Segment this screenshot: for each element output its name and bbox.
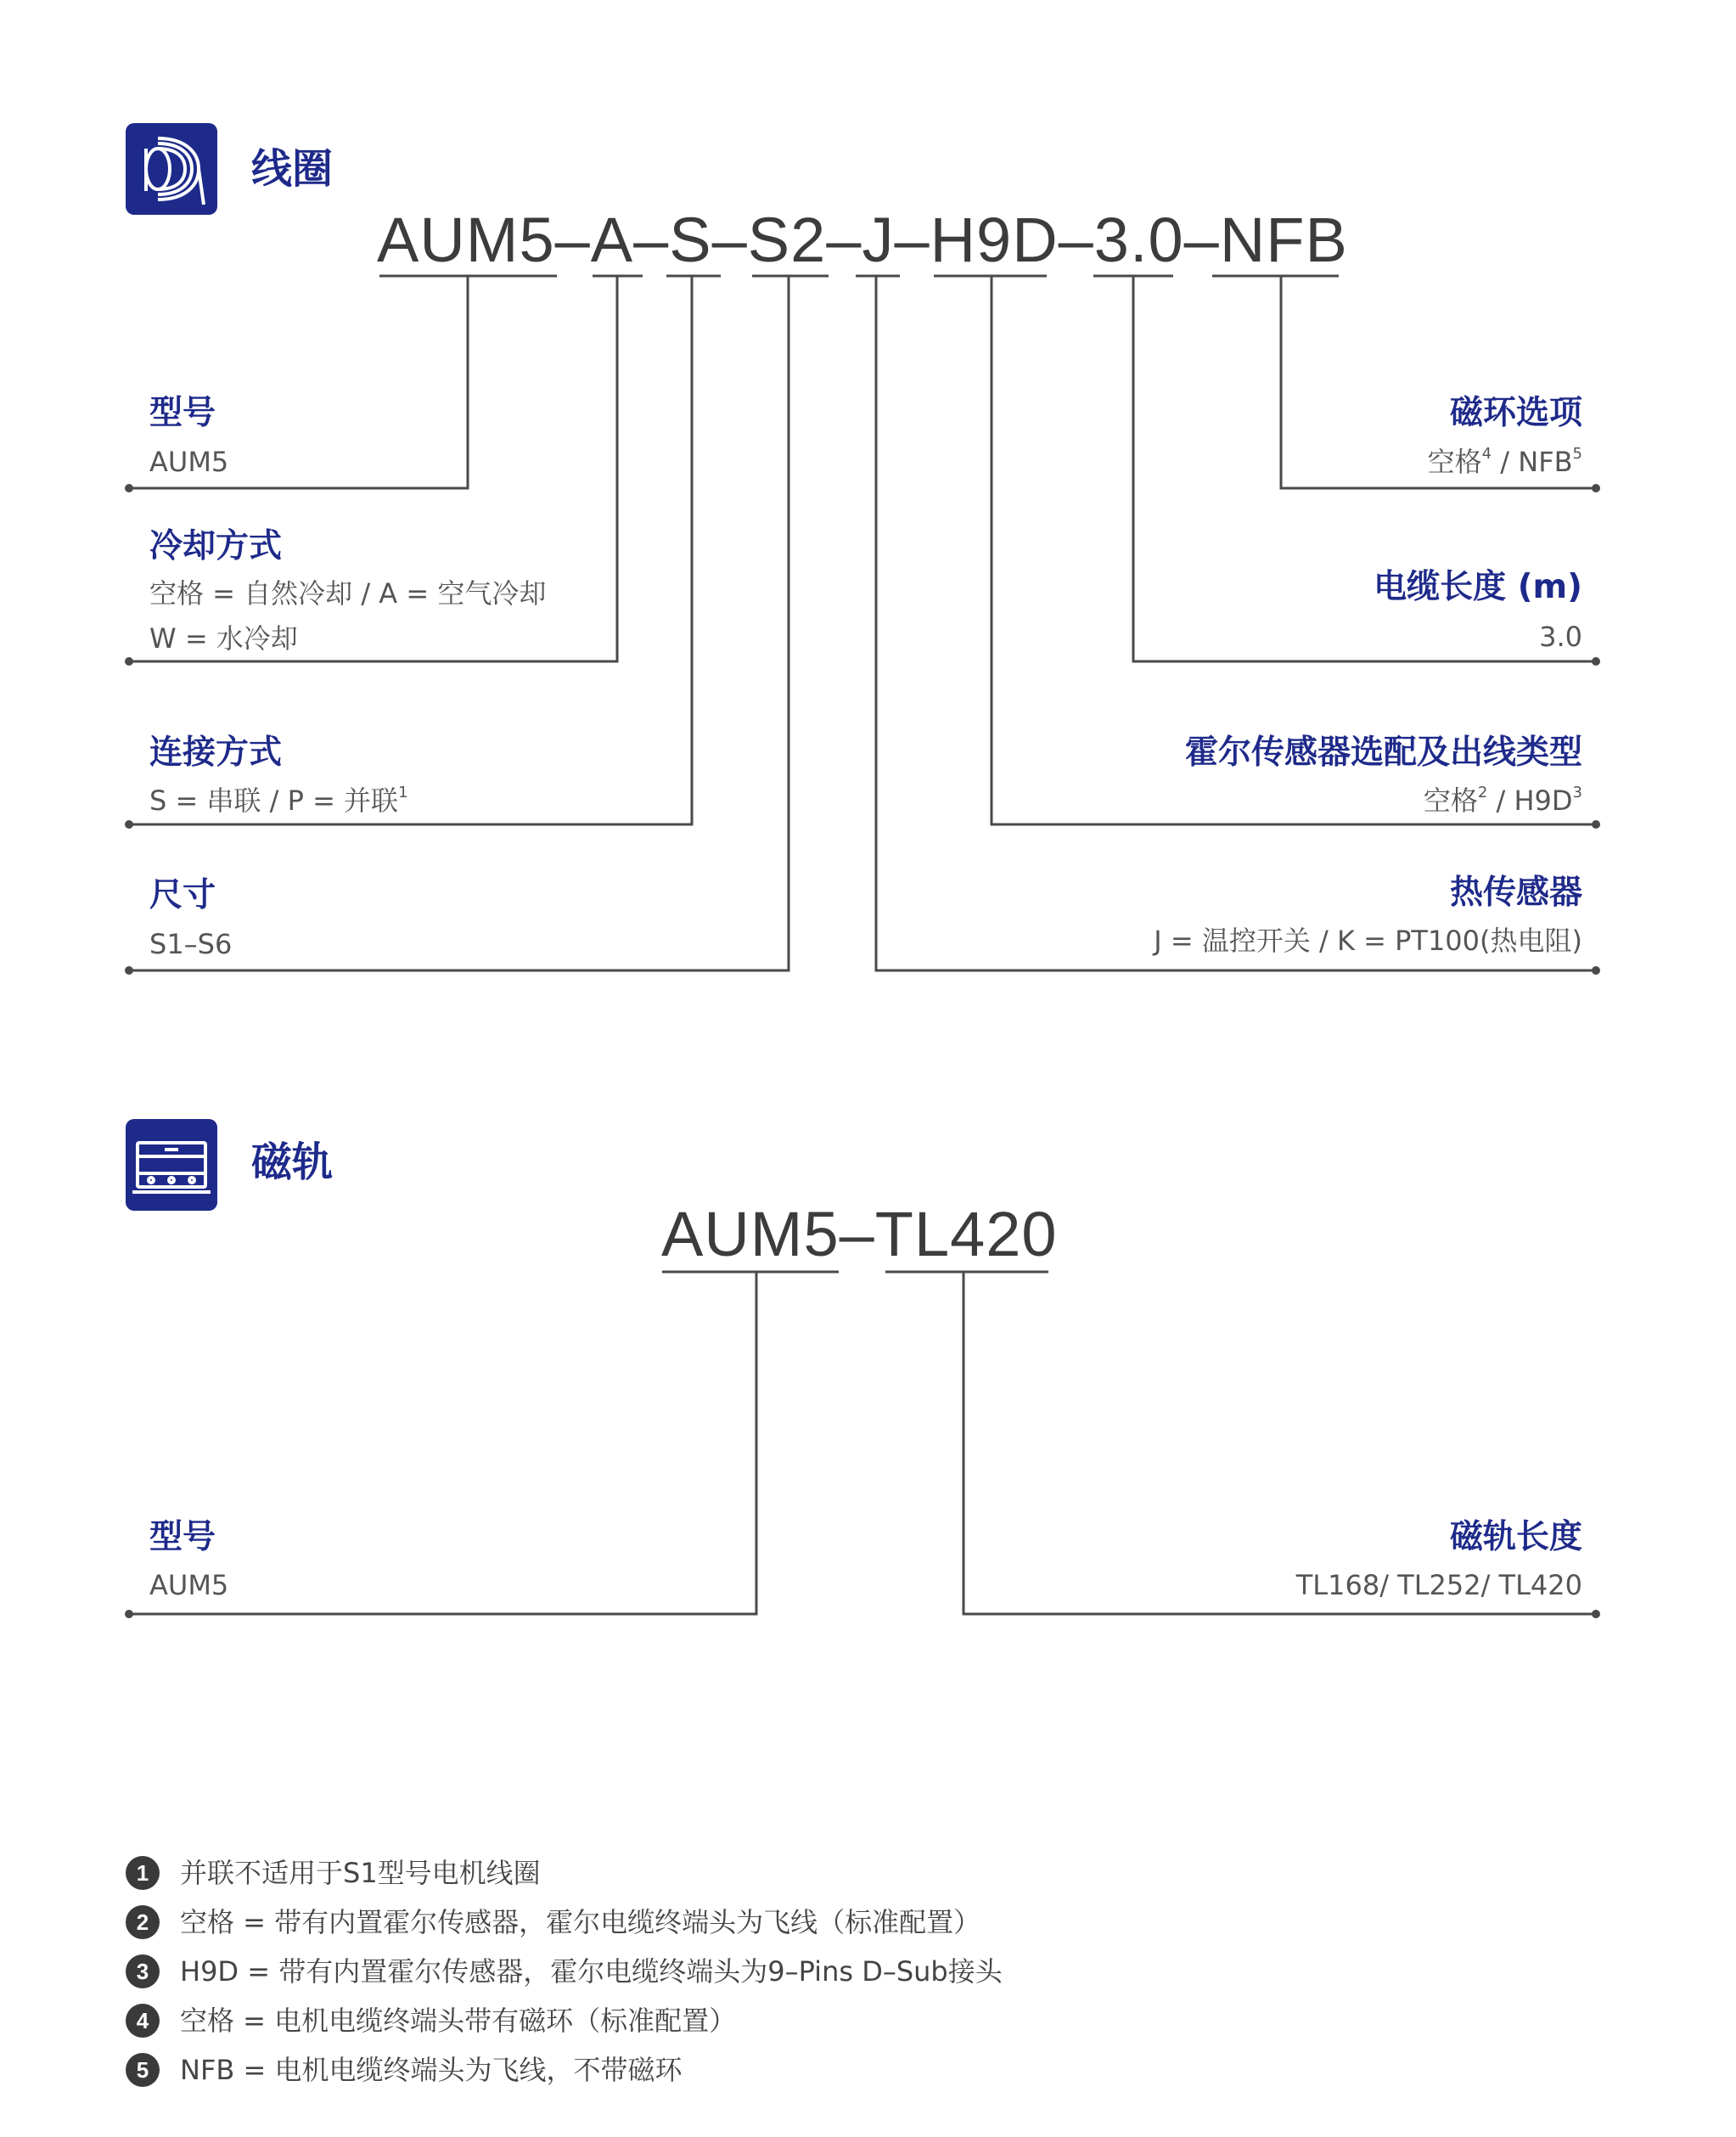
coil-model-code: AUM5–A–S–S2–J–H9D–3.0–NFB [377,205,1348,275]
footnote-number: 5 [126,2053,160,2087]
ferrite-value: 空格$^4$ / NFB$^5$ [1427,445,1582,478]
rail-length-value: TL168/ TL252/ TL420 [1295,1569,1582,1601]
thermal-sensor-label: 热传感器 [1449,874,1582,912]
size-value: S1–S6 [149,928,233,960]
footnote-text: 空格 = 电机电缆终端头带有磁环（标准配置） [180,2005,737,2037]
magnet-rail-icon [126,1119,217,1211]
rail-model-code: AUM5–TL420 [661,1199,1058,1269]
cable-length-value: 3.0 [1539,621,1582,653]
rail-model-label: 型号 [149,1518,216,1556]
cooling-value-1: 空格 = 自然冷却 / A = 空气冷却 [149,577,547,610]
ferrite-label: 磁环选项 [1449,394,1582,432]
coil-icon [126,123,217,215]
footnote-number: 1 [126,1856,160,1890]
footnote-number: 2 [126,1905,160,1939]
hall-sensor-value: 空格$^2 / H9D^3$ [1423,784,1582,817]
cooling-value-2: W = 水冷却 [149,622,298,655]
size-label: 尺寸 [149,876,216,914]
model-label: 型号 [149,394,216,432]
cooling-label: 冷却方式 [149,527,283,565]
rail-model-value: AUM5 [149,1569,229,1601]
rail-section-title: 磁轨 [251,1139,334,1186]
connection-value: S = 串联 / P = 并联$^1$ [149,784,408,817]
footnote-number: 4 [126,2004,160,2038]
footnote-text: 空格 = 带有内置霍尔传感器，霍尔电缆终端头为飞线（标准配置） [180,1906,981,1938]
footnote-text: 并联不适用于S1型号电机线圈 [180,1857,541,1889]
hall-sensor-label: 霍尔传感器选配及出线类型 [1184,734,1582,772]
footnote-text: H9D = 带有内置霍尔传感器，霍尔电缆终端头为9–Pins D–Sub接头 [180,1955,1003,1988]
footnote-number: 3 [126,1954,160,1988]
thermal-sensor-value: J = 温控开关 / K = PT100(热电阻) [1154,925,1582,957]
coil-section-title: 线圈 [251,145,334,193]
model-value: AUM5 [149,446,229,478]
footnote-text: NFB = 电机电缆终端头为飞线，不带磁环 [180,2054,683,2086]
connection-label: 连接方式 [149,734,283,772]
rail-length-label: 磁轨长度 [1449,1518,1582,1556]
cable-length-label: 电缆长度 (m) [1374,568,1582,606]
